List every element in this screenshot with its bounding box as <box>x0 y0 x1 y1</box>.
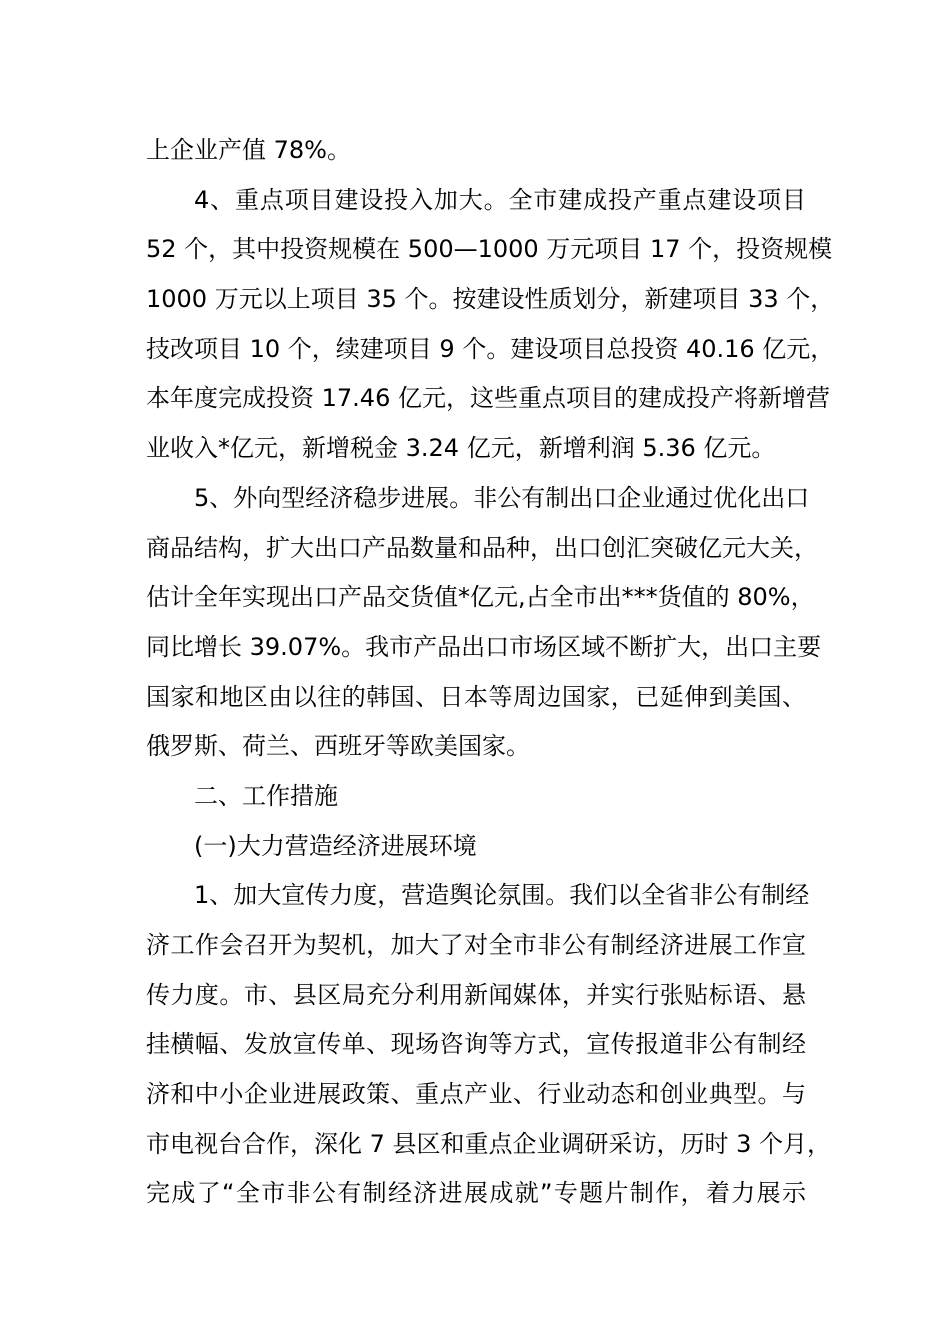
paragraph-heading-4: 4、重点项目建设投入加大。全市建成投产重点建设项目 <box>194 185 806 214</box>
text-line: 本年度完成投资 17.46 亿元，这些重点项目的建成投产将新增营 <box>146 384 830 413</box>
text-line: 国家和地区由以往的韩国、日本等周边国家，已延伸到美国、 <box>146 682 806 711</box>
text-line: 52 个，其中投资规模在 500—1000 万元项目 17 个，投资规模 <box>146 235 833 264</box>
text-line: 俄罗斯、荷兰、西班牙等欧美国家。 <box>146 732 530 761</box>
text-line: 1000 万元以上项目 35 个。按建设性质划分，新建项目 33 个， <box>146 285 835 314</box>
text-line: 济和中小企业进展政策、重点产业、行业动态和创业典型。与 <box>146 1080 806 1109</box>
text-line: 技改项目 10 个，续建项目 9 个。建设项目总投资 40.16 亿元， <box>146 334 835 363</box>
paragraph-heading-1: 1、加大宣传力度，营造舆论氛围。我们以全省非公有制经 <box>194 881 810 910</box>
section-heading: 二、工作措施 <box>194 781 338 810</box>
text-line: 上企业产值 78%。 <box>146 136 351 164</box>
text-line: 济工作会召开为契机，加大了对全市非公有制经济进展工作宣 <box>146 931 806 959</box>
text-line: 同比增长 39.07%。我市产品出口市场区域不断扩大，出口主要 <box>146 632 822 661</box>
text-line: 商品结构，扩大出口产品数量和品种，出口创汇突破亿元大关， <box>146 533 818 562</box>
text-line: 市电视台合作，深化 7 县区和重点企业调研采访，历时 3 个月， <box>146 1129 832 1158</box>
document-body <box>146 126 835 1219</box>
text-line: 传力度。市、县区局充分利用新闻媒体，并实行张贴标语、悬 <box>146 980 806 1009</box>
text-line: 完成了“全市非公有制经济进展成就”专题片制作，着力展示 <box>146 1179 806 1208</box>
subsection-heading: (一)大力营造经济进展环境 <box>194 831 477 860</box>
text-line: 挂横幅、发放宣传单、现场咨询等方式，宣传报道非公有制经 <box>146 1030 806 1059</box>
text-line: 估计全年实现出口产品交货值*亿元,占全市出***货值的 80%， <box>146 583 815 612</box>
paragraph-heading-5: 5、外向型经济稳步进展。非公有制出口企业通过优化出口 <box>194 483 810 512</box>
text-line: 业收入*亿元，新增税金 3.24 亿元，新增利润 5.36 亿元。 <box>146 434 776 463</box>
